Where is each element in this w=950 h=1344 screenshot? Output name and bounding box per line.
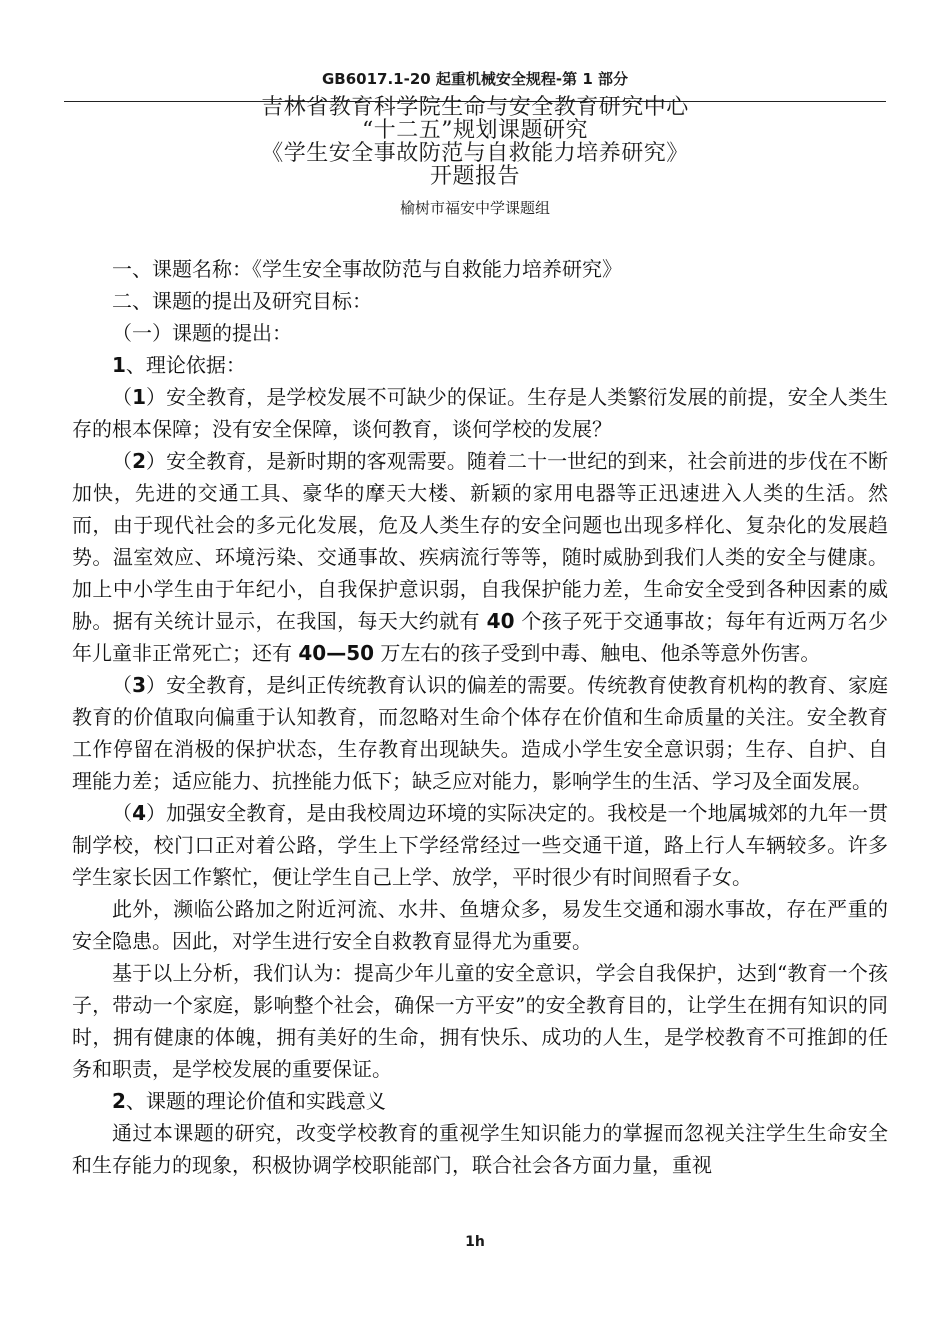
paragraph-research-significance: 通过本课题的研究，改变学校教育的重视学生知识能力的掌握而忽视关注学生生命安全和生存能力的现象，积极协调学校职能部门，联合社会各方面力量，重视 bbox=[72, 1121, 888, 1177]
paren-open: （ bbox=[112, 801, 133, 825]
paragraph-section-two-heading: 二、课题的提出及研究目标： bbox=[112, 289, 372, 313]
paren-open: （ bbox=[112, 385, 133, 409]
paragraph-point-1 bbox=[72, 381, 888, 445]
document-body bbox=[72, 253, 888, 1181]
paren-open: （ bbox=[112, 449, 133, 473]
item-number: 4 bbox=[132, 801, 146, 825]
paragraph-point-2 bbox=[72, 445, 888, 669]
paragraph-text: ）安全教育，是纠正传统教育认识的偏差的需要。传统教育使教育机构的教育、家庭教育的价值取向偏重于认知教育，而忽略对生命个体存在价值和生命质量的关注。安全教育工作停留在消极的保护状态，生存教育出现缺失。造成小学生安全意识弱；生存、自护、自理能力差；适应能力、抗挫能力低下；缺乏应对能力，影响学生的生活、学习及全面发展。 bbox=[72, 673, 889, 793]
title-line-report-type: 开题报告 bbox=[429, 164, 520, 189]
paren-open: （ bbox=[112, 673, 133, 697]
title-line-institution: 吉林省教育科学院生命与安全教育研究中心 bbox=[261, 95, 689, 120]
item-number: 3 bbox=[132, 673, 146, 697]
item-number: 1 bbox=[132, 385, 146, 409]
statistic-number: 40 bbox=[486, 609, 515, 633]
paragraph-theory-heading bbox=[72, 349, 888, 381]
paragraph-topic-name: 一、课题名称：《学生安全事故防范与自救能力培养研究》 bbox=[112, 257, 622, 281]
paragraph-point-4 bbox=[72, 797, 888, 893]
title-line-plan: “十二五”规划课题研究 bbox=[362, 118, 588, 143]
title-line-topic: 《学生安全事故防范与自救能力培养研究》 bbox=[261, 141, 689, 166]
paragraph-value-heading bbox=[72, 1085, 888, 1117]
running-header: GB6017.1-20 起重机械安全规程-第 1 部分 bbox=[321, 70, 629, 88]
paragraph-additional-risks: 此外，濒临公路加之附近河流、水井、鱼塘众多，易发生交通和溺水事故，存在严重的安全隐患。因此，对学生进行安全自救教育显得尤为重要。 bbox=[72, 897, 888, 953]
heading-text: 、课题的理论价值和实践意义 bbox=[125, 1089, 386, 1113]
paragraph-subsection-heading: （一）课题的提出： bbox=[112, 321, 292, 345]
page-number: 1h bbox=[465, 1234, 485, 1250]
author-group: 榆树市福安中学课题组 bbox=[399, 199, 550, 217]
paragraph-text: ）安全教育，是新时期的客观需要。随着二十一世纪的到来，社会前进的步伐在不断加快，先进的交通工具、豪华的摩天大楼、新颖的家用电器等正迅速进入人类的生活。然而，由于现代社会的多元化发展，危及人类生存的安全问题也出现多样化、复杂化的发展趋势。温室效应、环境污染、交通事故、疾病流行等等，随时威胁到我们人类的安全与健康。加上中小学生由于年纪小，自我保护意识弱，自我保护能力差，生命安全受到各种因素的威胁。据有关统计显示，在我国，每天大约就有 bbox=[72, 449, 889, 633]
paragraph-point-3 bbox=[72, 669, 888, 797]
heading-text: 、理论依据： bbox=[125, 353, 246, 377]
paragraph-text: ）安全教育，是学校发展不可缺少的保证。生存是人类繁衍发展的前提，安全人类生存的根本保障；没有安全保障，谈何教育，谈何学校的发展？ bbox=[72, 385, 889, 441]
statistic-number: 40—50 bbox=[298, 641, 375, 665]
item-number: 2 bbox=[112, 1089, 126, 1113]
paragraph-text: 万左右的孩子受到中毒、触电、他杀等意外伤害。 bbox=[374, 641, 821, 665]
report-title bbox=[0, 96, 950, 188]
paragraph-text: ）加强安全教育，是由我校周边环境的实际决定的。我校是一个地属城郊的九年一贯制学校，校门口正对着公路，学生上下学经常经过一些交通干道，路上行人车辆较多。许多学生家长因工作繁忙，便让学生自己上学、放学，平时很少有时间照看子女。 bbox=[72, 801, 889, 889]
item-number: 2 bbox=[132, 449, 146, 473]
paragraph-text: 个孩子死于交通事故；每年有近两万名少年儿童非正常死亡；还有 bbox=[72, 609, 888, 665]
item-number: 1 bbox=[112, 353, 126, 377]
paragraph-analysis: 基于以上分析，我们认为：提高少年儿童的安全意识，学会自我保护，达到“教育一个孩子，带动一个家庭，影响整个社会，确保一方平安”的安全教育目的，让学生在拥有知识的同时，拥有健康的体魄，拥有美好的生命，拥有快乐、成功的人生，是学校教育不可推卸的任务和职责，是学校发展的重要保证。 bbox=[72, 961, 888, 1081]
